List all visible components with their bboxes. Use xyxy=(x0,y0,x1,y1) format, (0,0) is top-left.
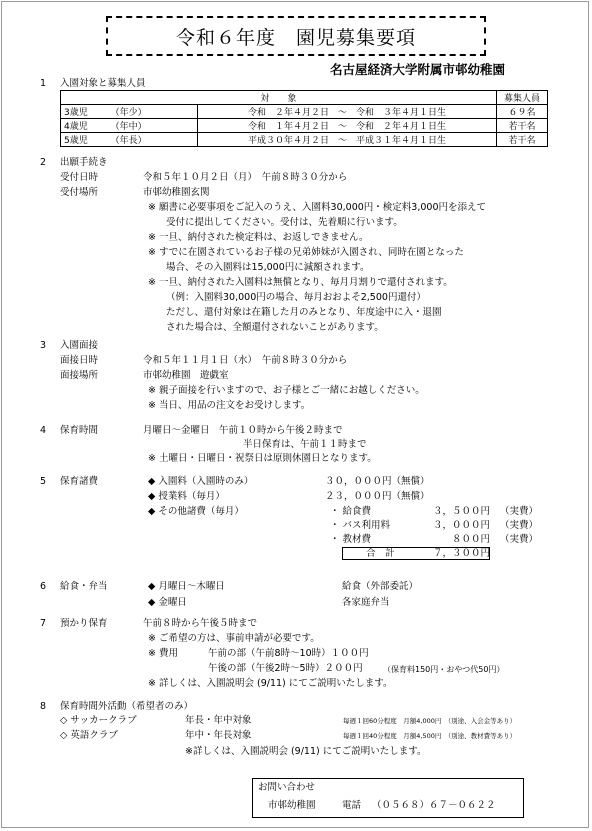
section-4-heading: 保育時間 xyxy=(60,425,99,436)
note-line: ただし、還付対象は在籍した月のみとなり、年度途中に入・退園 xyxy=(166,307,442,318)
age-cell: 4歳児 （年中） xyxy=(61,119,198,133)
capacity-cell: 若干名 xyxy=(497,119,548,133)
section-6-heading: 給食・弁当 xyxy=(60,581,108,592)
sub-fee-note: （実費） xyxy=(500,534,539,545)
note-line: ※ 親子面接を行いますので、お子様とご一緒にお越しください。 xyxy=(148,385,425,396)
note-line: ※ 一旦、納付された検定料は、お返しできません。 xyxy=(148,232,369,243)
club-name: ◇ サッカークラブ xyxy=(60,715,137,726)
sub-fee-label: ・ 教材費 xyxy=(330,534,372,545)
sub-fee-note: （実費） xyxy=(500,520,539,531)
section-1-heading: 入園対象と募集人員 xyxy=(60,78,146,89)
hours-line: 月曜日～金曜日 午前１０時から午後２時まで xyxy=(143,425,343,436)
section-3-number: 3 xyxy=(40,340,47,351)
meal-row-value: 各家庭弁当 xyxy=(342,597,390,608)
age-cell: 5歳児 （年長） xyxy=(61,133,198,147)
note-line: 受付に提出してください。受付は、先着順に行います。 xyxy=(166,217,403,228)
table-row xyxy=(61,119,548,133)
note-line: ※ 一旦、納付された入園料は無償となり、毎月月割りで還付されます。 xyxy=(148,277,453,288)
section-4-number: 4 xyxy=(40,425,47,436)
interview-place-value: 市邨幼稚園 遊戯室 xyxy=(143,370,229,381)
section-7-heading: 預かり保育 xyxy=(60,618,108,629)
section-3-heading: 入園面接 xyxy=(60,340,99,351)
reception-date-value: 令和５年１０月２日（月） 午前８時３０分から xyxy=(143,172,348,183)
extended-hours-line: 午前８時から午後５時まで xyxy=(143,618,258,629)
total-label: 合 計 xyxy=(366,548,395,559)
note-line: ※ すでに在園されているお子様の兄弟姉妹が入園され、同時在園となった xyxy=(148,247,464,258)
half-day-line: 半日保育は、午前１１時まで xyxy=(243,439,367,450)
range-cell: 令和 ２年４月２日 ～ 令和 ３年４月１日生 xyxy=(198,105,497,119)
note-line: された場合は、全額還付されないことがあります。 xyxy=(166,322,384,333)
meal-row-value: 給食（外部委託） xyxy=(342,581,419,592)
section-5-number: 5 xyxy=(40,476,47,487)
club-target: 年長・年中対象 xyxy=(185,715,252,726)
meal-row-label: ◆ 月曜日～木曜日 xyxy=(148,581,225,592)
note-line: ※ 当日、用品の注文をお受けします。 xyxy=(148,400,311,411)
note-line: 場合、その入園料は15,000円に減額されます。 xyxy=(166,262,370,273)
interview-date-label: 面接日時 xyxy=(60,355,99,366)
afternoon-fee-note: （保育料150円・おやつ代50円） xyxy=(383,665,505,674)
sub-fee-label: ・ 給食費 xyxy=(330,506,372,517)
contact-label: お問い合わせ xyxy=(258,782,316,793)
enrollment-table xyxy=(60,90,548,147)
phone-number: （０５６８）６７－０６２２ xyxy=(372,800,496,811)
fee-item-value: ２３，０００円（無償） xyxy=(325,491,430,502)
section-6-number: 6 xyxy=(40,581,47,592)
club-target: 年中・年長対象 xyxy=(185,730,252,741)
school-name: 名古屋経済大学附属市邨幼稚園 xyxy=(330,62,506,77)
page-title: 令和６年度 園児募集要項 xyxy=(106,16,486,56)
reception-date-label: 受付日時 xyxy=(60,172,99,183)
table-header-row xyxy=(61,91,548,105)
club-note: 毎週１回40分程度 月額4,500円 （別途、教材費等あり） xyxy=(343,732,517,740)
section-1-number: 1 xyxy=(40,78,47,89)
capacity-cell: 若干名 xyxy=(497,133,548,147)
range-cell: 令和 １年４月２日 ～ 令和 ２年４月１日生 xyxy=(198,119,497,133)
section-7-number: 7 xyxy=(40,618,47,629)
club-note: 毎週１回60分程度 月額4,000円 （別途、入会金等あり） xyxy=(343,717,517,725)
interview-date-value: 令和５年１１月１日（水） 午前８時３０分から xyxy=(143,355,348,366)
capacity-cell: ６９名 xyxy=(497,105,548,119)
fee-item-label: ◆ 授業料（毎月） xyxy=(148,491,225,502)
morning-fee: 午前の部（午前8時～10時）１００円 xyxy=(208,648,369,659)
meal-row-label: ◆ 金曜日 xyxy=(148,597,187,608)
fee-item-label: ◆ 入園料（入園時のみ） xyxy=(148,476,254,487)
section-2-heading: 出願手続き xyxy=(60,157,108,168)
club-name: ◇ 英語クラブ xyxy=(60,730,118,741)
column-header-target: 対 象 xyxy=(61,91,497,105)
range-cell: 平成３０年４月２日 ～ 平成３１年４月１日生 xyxy=(198,133,497,147)
fee-item-value: ３０，０００円（無償） xyxy=(325,476,430,487)
section-8-number: 8 xyxy=(40,701,47,712)
section-5-heading: 保育諸費 xyxy=(60,476,99,487)
contact-name: 市邨幼稚園 xyxy=(268,800,316,811)
reception-place-value: 市邨幼稚園玄関 xyxy=(143,187,210,198)
age-cell: 3歳児 （年少） xyxy=(61,105,198,119)
total-value: ７，３００円 xyxy=(432,548,490,559)
sub-fee-note: （実費） xyxy=(500,506,539,517)
section-2-number: 2 xyxy=(40,157,47,168)
note-line: （例：入園料30,000円の場合、毎月おおよそ2,500円還付） xyxy=(166,292,426,303)
activities-footnote: ※詳しくは、入園説明会 (9/11) にてご説明いたします。 xyxy=(185,746,427,757)
fee-item-label: ◆ その他諸費（毎月） xyxy=(148,506,244,517)
sub-fee-value: ８００円 xyxy=(451,534,490,545)
reception-place-label: 受付場所 xyxy=(60,187,99,198)
table-row xyxy=(61,105,548,119)
note-line: ※ 願書に必要事項をご記入のうえ、入園料30,000円・検定料3,000円を添えて xyxy=(148,202,486,213)
afternoon-fee: 午後の部（午後2時～5時）２００円 xyxy=(208,663,363,674)
note-line: ※ ご希望の方は、事前申請が必要です。 xyxy=(148,633,320,644)
note-line: ※ 詳しくは、入園説明会 (9/11) にてご説明いたします。 xyxy=(148,678,393,689)
sub-fee-value: ３，０００円 xyxy=(432,520,490,531)
table-row xyxy=(61,133,548,147)
sub-fee-label: ・ バス利用料 xyxy=(330,520,391,531)
sub-fee-value: ３，５００円 xyxy=(432,506,490,517)
fee-label: ※ 費用 xyxy=(148,648,178,659)
phone-label: 電話 xyxy=(342,800,362,811)
interview-place-label: 面接場所 xyxy=(60,370,99,381)
column-header-capacity: 募集人員 xyxy=(497,91,548,105)
section-8-heading: 保育時間外活動（希望者のみ） xyxy=(60,701,194,712)
holiday-note: ※ 土曜日・日曜日・祝祭日は原則休園日となります。 xyxy=(148,453,377,464)
